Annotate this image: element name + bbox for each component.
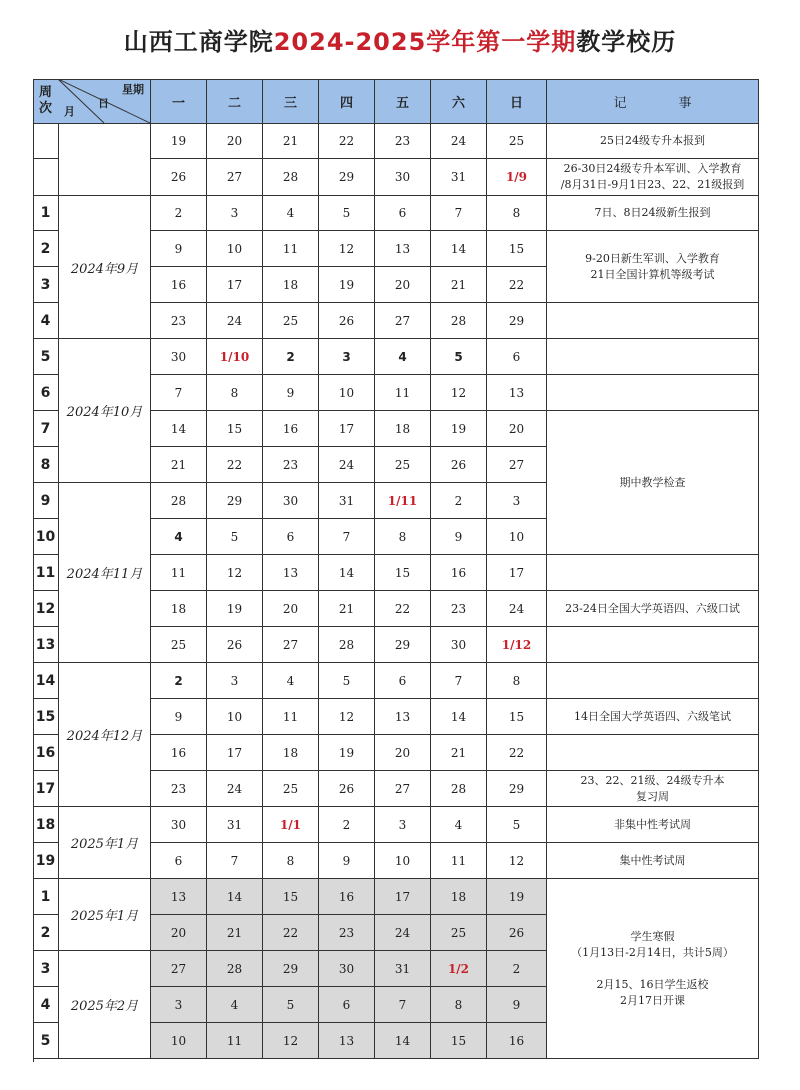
corner-day-label: 日	[98, 97, 109, 110]
date-cell: 5	[431, 339, 487, 375]
date-cell: 7	[431, 196, 487, 231]
date-cell: 16	[487, 1023, 547, 1059]
date-cell: 14	[431, 231, 487, 267]
date-cell: 29	[375, 627, 431, 663]
date-cell: 6	[375, 196, 431, 231]
date-cell: 9	[487, 987, 547, 1023]
week-number: 10	[33, 519, 59, 555]
date-cell: 3	[375, 807, 431, 843]
date-cell: 7	[431, 663, 487, 699]
date-cell: 25	[375, 447, 431, 483]
date-cell: 9	[151, 231, 207, 267]
calendar-table	[33, 79, 759, 1062]
date-cell: 10	[207, 699, 263, 735]
date-cell: 15	[263, 879, 319, 915]
date-cell: 19	[319, 267, 375, 303]
date-cell: 29	[487, 303, 547, 339]
date-cell: 29	[207, 483, 263, 519]
date-cell: 10	[207, 231, 263, 267]
date-cell: 5	[207, 519, 263, 555]
date-cell: 27	[263, 627, 319, 663]
date-cell: 18	[263, 735, 319, 771]
date-cell: 24	[207, 303, 263, 339]
week-number: 19	[33, 843, 59, 879]
header-weekday-5: 五	[375, 79, 431, 124]
date-cell: 23	[375, 124, 431, 159]
date-cell: 4	[151, 519, 207, 555]
date-cell: 15	[487, 231, 547, 267]
date-cell: 3	[207, 663, 263, 699]
date-cell: 19	[431, 411, 487, 447]
date-cell: 16	[263, 411, 319, 447]
date-cell: 18	[431, 879, 487, 915]
header-weekday-1: 一	[151, 79, 207, 124]
date-cell: 12	[319, 231, 375, 267]
week-number: 8	[33, 447, 59, 483]
date-cell: 14	[375, 1023, 431, 1059]
date-cell: 27	[207, 159, 263, 196]
date-cell: 7	[151, 375, 207, 411]
date-cell: 24	[487, 591, 547, 627]
date-cell: 25	[263, 771, 319, 807]
date-cell: 2	[151, 663, 207, 699]
date-cell: 4	[375, 339, 431, 375]
date-cell: 30	[375, 159, 431, 196]
event-note: 9-20日新生军训、入学教育 21日全国计算机等级考试	[547, 231, 759, 303]
date-cell: 6	[375, 663, 431, 699]
date-cell: 21	[431, 735, 487, 771]
date-cell: 12	[487, 843, 547, 879]
date-cell: 9	[151, 699, 207, 735]
date-cell: 6	[319, 987, 375, 1023]
week-number: 12	[33, 591, 59, 627]
date-cell: 28	[151, 483, 207, 519]
title-highlight: 2024-2025学年第一学期	[273, 28, 577, 56]
month-label: 2025年2月	[59, 951, 151, 1059]
date-cell: 24	[319, 447, 375, 483]
week-number: 16	[33, 735, 59, 771]
date-cell: 7	[319, 519, 375, 555]
date-cell: 26	[319, 303, 375, 339]
event-note: 期中教学检查	[547, 411, 759, 555]
week-number: 5	[33, 339, 59, 375]
week-number	[33, 124, 59, 159]
week-number: 6	[33, 375, 59, 411]
week-number: 4	[33, 987, 59, 1023]
date-cell: 10	[487, 519, 547, 555]
event-note	[547, 339, 759, 375]
date-cell: 17	[375, 879, 431, 915]
date-cell: 11	[263, 699, 319, 735]
date-cell: 28	[207, 951, 263, 987]
date-cell: 31	[207, 807, 263, 843]
week-number: 7	[33, 411, 59, 447]
date-cell: 8	[375, 519, 431, 555]
date-cell: 8	[431, 987, 487, 1023]
date-cell: 12	[431, 375, 487, 411]
date-cell: 18	[151, 591, 207, 627]
event-note: 26-30日24级专升本军训、入学教育 /8月31日-9月1日23、22、21级报到	[547, 159, 759, 196]
date-cell: 4	[207, 987, 263, 1023]
date-cell: 22	[375, 591, 431, 627]
date-cell: 17	[319, 411, 375, 447]
date-cell: 9	[263, 375, 319, 411]
date-cell: 3	[207, 196, 263, 231]
date-cell: 2	[431, 483, 487, 519]
date-cell: 10	[319, 375, 375, 411]
month-label: 2024年10月	[59, 339, 151, 483]
week-number	[33, 159, 59, 196]
date-cell: 2	[319, 807, 375, 843]
date-cell: 20	[263, 591, 319, 627]
event-note: 7日、8日24级新生报到	[547, 196, 759, 231]
date-cell: 17	[207, 735, 263, 771]
date-cell: 19	[207, 591, 263, 627]
date-cell: 16	[151, 735, 207, 771]
event-note	[547, 375, 759, 411]
date-cell: 14	[151, 411, 207, 447]
week-number: 1	[33, 196, 59, 231]
date-cell: 3	[487, 483, 547, 519]
week-number: 9	[33, 483, 59, 519]
date-cell: 8	[207, 375, 263, 411]
date-cell: 11	[431, 843, 487, 879]
event-note	[547, 663, 759, 699]
date-cell: 22	[487, 267, 547, 303]
date-cell: 16	[431, 555, 487, 591]
date-cell: 21	[319, 591, 375, 627]
page-title	[0, 22, 800, 57]
month-label: 2025年1月	[59, 807, 151, 879]
event-note: 23-24日全国大学英语四、六级口试	[547, 591, 759, 627]
week-number: 3	[33, 267, 59, 303]
date-cell: 2	[487, 951, 547, 987]
corner-month-label: 月	[64, 105, 75, 118]
date-cell: 26	[151, 159, 207, 196]
date-cell: 5	[487, 807, 547, 843]
date-cell: 23	[319, 915, 375, 951]
date-cell: 1/9	[487, 159, 547, 196]
event-note: 集中性考试周	[547, 843, 759, 879]
date-cell: 29	[263, 951, 319, 987]
date-cell: 8	[487, 196, 547, 231]
header-corner-cell	[58, 79, 151, 124]
date-cell: 15	[431, 1023, 487, 1059]
title-prefix: 山西工商学院	[123, 28, 274, 56]
event-note: 非集中性考试周	[547, 807, 759, 843]
header-weekday-4: 四	[319, 79, 375, 124]
date-cell: 25	[487, 124, 547, 159]
date-cell: 9	[319, 843, 375, 879]
week-number: 1	[33, 879, 59, 915]
date-cell: 29	[487, 771, 547, 807]
date-cell: 20	[151, 915, 207, 951]
week-number: 2	[33, 231, 59, 267]
date-cell: 31	[431, 159, 487, 196]
date-cell: 30	[319, 951, 375, 987]
date-cell: 20	[375, 735, 431, 771]
date-cell: 25	[263, 303, 319, 339]
month-label: 2025年1月	[59, 879, 151, 951]
date-cell: 5	[319, 663, 375, 699]
date-cell: 7	[375, 987, 431, 1023]
date-cell: 30	[263, 483, 319, 519]
week-number: 15	[33, 699, 59, 735]
date-cell: 3	[319, 339, 375, 375]
header-events-label: 记 事	[547, 79, 759, 124]
date-cell: 24	[431, 124, 487, 159]
date-cell: 4	[263, 663, 319, 699]
date-cell: 2	[263, 339, 319, 375]
week-number: 3	[33, 951, 59, 987]
week-number: 2	[33, 915, 59, 951]
date-cell: 30	[431, 627, 487, 663]
date-cell: 21	[151, 447, 207, 483]
date-cell: 27	[375, 771, 431, 807]
date-cell: 22	[263, 915, 319, 951]
date-cell: 17	[487, 555, 547, 591]
date-cell: 26	[487, 915, 547, 951]
date-cell: 5	[319, 196, 375, 231]
date-cell: 26	[319, 771, 375, 807]
date-cell: 26	[431, 447, 487, 483]
event-note: 23、22、21级、24级专升本 复习周	[547, 771, 759, 807]
date-cell: 12	[207, 555, 263, 591]
date-cell: 28	[319, 627, 375, 663]
date-cell: 21	[263, 124, 319, 159]
date-cell: 28	[431, 771, 487, 807]
date-cell: 20	[487, 411, 547, 447]
date-cell: 28	[431, 303, 487, 339]
date-cell: 16	[319, 879, 375, 915]
date-cell: 7	[207, 843, 263, 879]
date-cell: 15	[207, 411, 263, 447]
date-cell: 14	[319, 555, 375, 591]
event-note: 学生寒假 （1月13日-2月14日，共计5周） 2月15、16日学生返校 2月17日开课	[547, 879, 759, 1059]
date-cell: 28	[263, 159, 319, 196]
date-cell: 10	[151, 1023, 207, 1059]
date-cell: 25	[151, 627, 207, 663]
date-cell: 1/2	[431, 951, 487, 987]
date-cell: 24	[375, 915, 431, 951]
date-cell: 5	[263, 987, 319, 1023]
date-cell: 12	[263, 1023, 319, 1059]
date-cell: 23	[263, 447, 319, 483]
date-cell: 19	[487, 879, 547, 915]
date-cell: 27	[487, 447, 547, 483]
date-cell: 3	[151, 987, 207, 1023]
date-cell: 9	[431, 519, 487, 555]
date-cell: 15	[375, 555, 431, 591]
title-suffix: 教学校历	[576, 28, 677, 56]
date-cell: 30	[151, 807, 207, 843]
month-label: 2024年12月	[59, 663, 151, 807]
date-cell: 8	[263, 843, 319, 879]
event-note	[547, 303, 759, 339]
header-weekday-6: 六	[431, 79, 487, 124]
month-label: 2024年11月	[59, 483, 151, 663]
date-cell: 17	[207, 267, 263, 303]
month-label: 2024年9月	[59, 196, 151, 339]
date-cell: 11	[263, 231, 319, 267]
date-cell: 27	[151, 951, 207, 987]
date-cell: 8	[487, 663, 547, 699]
date-cell: 22	[319, 124, 375, 159]
header-weekday-7: 日	[487, 79, 547, 124]
date-cell: 13	[375, 699, 431, 735]
event-note	[547, 735, 759, 771]
header-weekday-2: 二	[207, 79, 263, 124]
date-cell: 23	[431, 591, 487, 627]
date-cell: 14	[431, 699, 487, 735]
event-note: 25日24级专升本报到	[547, 124, 759, 159]
date-cell: 18	[263, 267, 319, 303]
week-number: 14	[33, 663, 59, 699]
date-cell: 1/10	[207, 339, 263, 375]
date-cell: 15	[487, 699, 547, 735]
date-cell: 13	[487, 375, 547, 411]
date-cell: 31	[375, 951, 431, 987]
event-note: 14日全国大学英语四、六级笔试	[547, 699, 759, 735]
date-cell: 1/12	[487, 627, 547, 663]
date-cell: 23	[151, 303, 207, 339]
date-cell: 31	[319, 483, 375, 519]
event-note	[547, 555, 759, 591]
week-number: 11	[33, 555, 59, 591]
date-cell: 13	[319, 1023, 375, 1059]
week-number: 18	[33, 807, 59, 843]
date-cell: 19	[151, 124, 207, 159]
week-number: 4	[33, 303, 59, 339]
date-cell: 24	[207, 771, 263, 807]
date-cell: 6	[151, 843, 207, 879]
date-cell: 14	[207, 879, 263, 915]
date-cell: 23	[151, 771, 207, 807]
date-cell: 1/11	[375, 483, 431, 519]
week-number: 17	[33, 771, 59, 807]
date-cell: 19	[319, 735, 375, 771]
week-number: 13	[33, 627, 59, 663]
header-weekday-3: 三	[263, 79, 319, 124]
date-cell: 22	[207, 447, 263, 483]
date-cell: 11	[151, 555, 207, 591]
date-cell: 26	[207, 627, 263, 663]
date-cell: 13	[151, 879, 207, 915]
date-cell: 13	[375, 231, 431, 267]
date-cell: 27	[375, 303, 431, 339]
date-cell: 25	[431, 915, 487, 951]
date-cell: 10	[375, 843, 431, 879]
date-cell: 1/1	[263, 807, 319, 843]
date-cell: 6	[487, 339, 547, 375]
month-label	[59, 124, 151, 196]
date-cell: 4	[263, 196, 319, 231]
date-cell: 21	[207, 915, 263, 951]
date-cell: 11	[207, 1023, 263, 1059]
date-cell: 30	[151, 339, 207, 375]
date-cell: 18	[375, 411, 431, 447]
week-number: 5	[33, 1023, 59, 1059]
date-cell: 13	[263, 555, 319, 591]
corner-weekday-label: 星期	[122, 83, 144, 96]
date-cell: 4	[431, 807, 487, 843]
date-cell: 12	[319, 699, 375, 735]
header-week-label: 周 次	[33, 79, 59, 124]
date-cell: 22	[487, 735, 547, 771]
date-cell: 29	[319, 159, 375, 196]
date-cell: 21	[431, 267, 487, 303]
date-cell: 20	[207, 124, 263, 159]
date-cell: 16	[151, 267, 207, 303]
date-cell: 2	[151, 196, 207, 231]
date-cell: 20	[375, 267, 431, 303]
event-note	[547, 627, 759, 663]
date-cell: 6	[263, 519, 319, 555]
date-cell: 11	[375, 375, 431, 411]
